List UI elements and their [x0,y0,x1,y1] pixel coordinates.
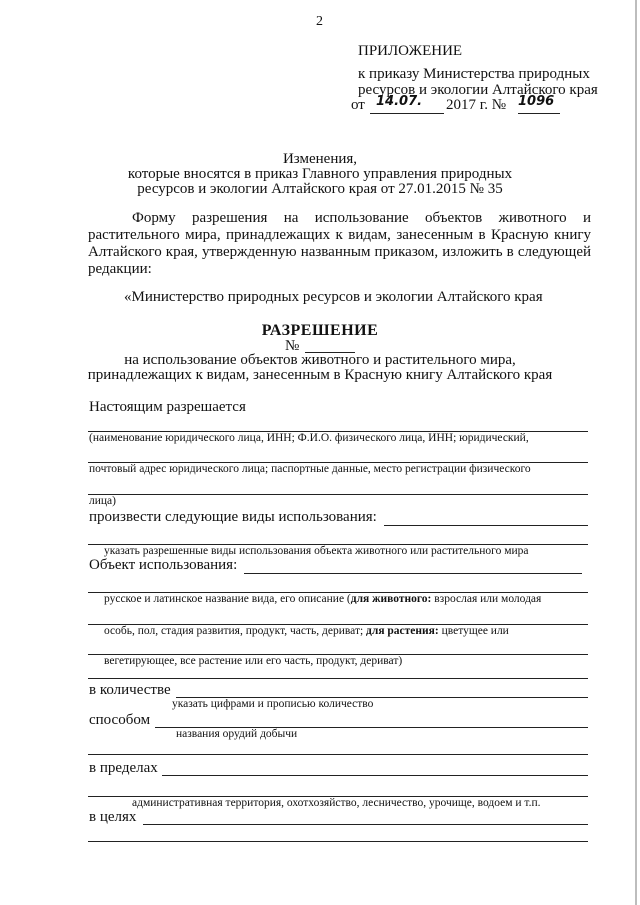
entity-line-3[interactable] [88,494,588,495]
permit-subtitle-2: принадлежащих к видам, занесенным в Красную книгу Алтайского края [87,367,553,383]
appendix-from-label: от [351,97,365,113]
within-label: в пределах [89,760,158,776]
hint-object-3: вегетирующее, все растение или его часть, продукт, дериват) [104,655,403,667]
permit-subtitle-1: на использование объектов животного и растительного мира, [124,352,516,368]
hint-object-2: особь, пол, стадия развития, продукт, часть, дериват; для растения: цветущее или [104,625,509,637]
hint-use-types: указать разрешенные виды использования объекта животного или растительного мира [104,545,529,557]
within-line-1[interactable] [162,775,588,776]
hereby-permitted-label: Настоящим разрешается [89,399,246,415]
hint-entity-1: (наименование юридического лица, ИНН; Ф.И.О. физического лица, ИНН; юридический, [89,432,529,444]
appendix-year: 2017 г. № [446,97,507,113]
object-line-5[interactable] [88,678,588,679]
heading-line-3: ресурсов и экологии Алтайского края от 27.01.2015 № 35 [137,181,503,197]
permit-title: РАЗРЕШЕНИЕ [261,322,379,339]
quantity-label: в количестве [89,682,171,698]
appendix-line-1: к приказу Министерства природных [358,66,590,82]
number-underline [518,113,560,114]
use-types-label: произвести следующие виды использования: [89,509,377,525]
hint-quantity: указать цифрами и прописью количество [172,698,374,710]
hint-method: названия орудий добычи [176,728,298,740]
body-paragraph: Форму разрешения на использование объектов животного и растительного мира, принадлежащих к видам, занесенным в Красную книгу Алтайского края, утвержденную названным приказом, изложить в следующей редакции: [88,210,591,277]
method-line-2[interactable] [88,754,588,755]
hint-entity-2: почтовый адрес юридического лица; паспортные данные, место регистрации физического [89,463,531,475]
hint-within: административная территория, охотхозяйство, лесничество, урочище, водоем и т.п. [132,797,541,809]
hint-entity-3: лица) [89,495,116,507]
method-label: способом [89,712,151,728]
permit-number-label: № [285,338,300,354]
heading-line-2: которые вносятся в приказ Главного управления природных [127,166,513,182]
object-label: Объект использования: [89,557,238,573]
object-line-1[interactable] [244,573,582,574]
number-handwritten: 1096 [518,94,555,109]
appendix-title: ПРИЛОЖЕНИЕ [358,43,463,59]
purpose-line-1[interactable] [143,824,588,825]
purpose-label: в целях [89,809,137,825]
scan-edge [635,0,637,905]
date-handwritten: 14.07. [376,94,423,109]
hint-object-1: русское и латинское название вида, его описание (для животного: взрослая или молодая [104,593,542,605]
purpose-line-2[interactable] [88,841,588,842]
heading-line-1: Изменения, [282,151,358,167]
use-types-line-1[interactable] [384,525,588,526]
page-number: 2 [316,14,323,29]
ministry-line: «Министерство природных ресурсов и экологии Алтайского края [124,289,543,305]
appendix-line-2: ресурсов и экологии Алтайского края [358,82,598,98]
date-underline [370,113,444,114]
